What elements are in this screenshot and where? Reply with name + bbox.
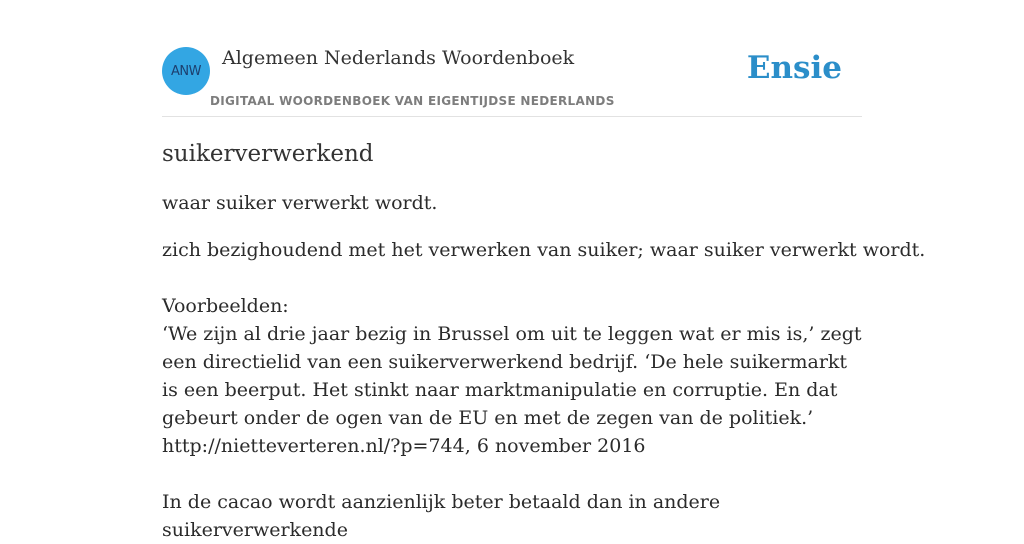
example-source: http://nietteverteren.nl/?p=744, 6 november 2016 [162,435,646,457]
site-subtitle: DIGITAAL WOORDENBOEK VAN EIGENTIJDSE NEDERLANDS [210,94,615,108]
long-definition: zich bezighoudend met het verwerken van suiker; waar suiker verwerkt wordt. [162,239,926,261]
logo-text: ANW [171,63,201,79]
entry-content [162,138,926,544]
short-definition: waar suiker verwerkt wordt. [162,192,438,214]
site-title[interactable]: Algemeen Nederlands Woordenboek [222,47,575,69]
example-quote: In de cacao wordt aanzienlijk beter betaald dan in andere suikerverwerkende [162,491,721,541]
site-header [162,44,862,117]
example-quote: ‘We zijn al drie jaar bezig in Brussel om uit te leggen wat er mis is,’ zegt een directielid van een suikerverwerkend bedrijf. ‘De hele suikermarkt is een beerput. Het stinkt naar marktmanipulatie en corruptie. En dat gebeurt onder de ogen van de EU en met de zegen van de politiek.’ [162,323,862,429]
ensie-brand-link[interactable]: Ensie [746,50,842,86]
anw-logo[interactable] [162,47,210,95]
entry-headword: suikerverwerkend [162,141,374,167]
examples-label: Voorbeelden: [162,295,289,317]
